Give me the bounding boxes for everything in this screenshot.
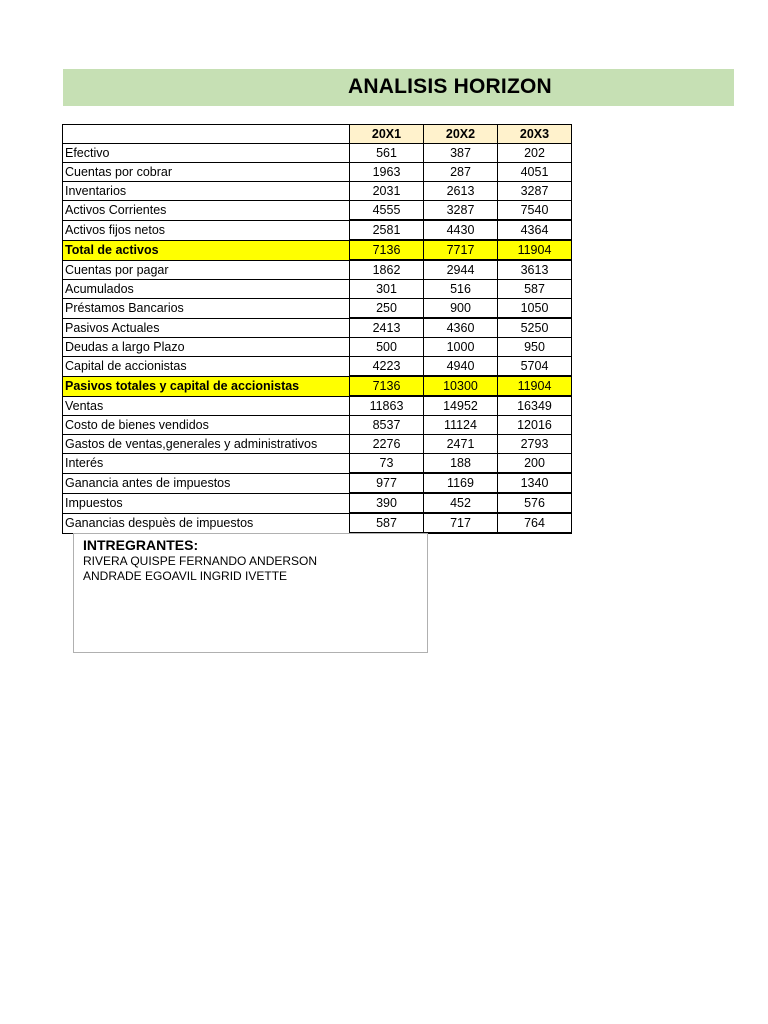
cell-20x1[interactable]: 1862 [350, 260, 424, 280]
cell-20x3[interactable]: 7540 [498, 201, 572, 221]
row-label[interactable]: Pasivos Actuales [63, 318, 350, 338]
cell-20x3[interactable]: 16349 [498, 396, 572, 416]
cell-20x1[interactable]: 390 [350, 493, 424, 513]
cell-20x1[interactable]: 500 [350, 338, 424, 357]
cell-20x2[interactable]: 717 [424, 513, 498, 533]
cell-20x2[interactable]: 4430 [424, 220, 498, 240]
cell-20x3[interactable]: 587 [498, 280, 572, 299]
member-name: RIVERA QUISPE FERNANDO ANDERSON [83, 554, 318, 568]
row-label[interactable]: Costo de bienes vendidos [63, 416, 350, 435]
cell-20x2[interactable]: 900 [424, 299, 498, 319]
row-label[interactable]: Efectivo [63, 144, 350, 163]
cell-20x2[interactable]: 452 [424, 493, 498, 513]
cell-20x2[interactable]: 14952 [424, 396, 498, 416]
table-row [63, 182, 572, 201]
table-row [63, 338, 572, 357]
cell-20x3[interactable]: 5704 [498, 357, 572, 377]
cell-20x1[interactable]: 73 [350, 454, 424, 474]
cell-20x3[interactable]: 202 [498, 144, 572, 163]
cell-20x3[interactable]: 1340 [498, 473, 572, 493]
cell-20x3[interactable]: 11904 [498, 240, 572, 260]
table-row [63, 201, 572, 221]
cell-20x1[interactable]: 2276 [350, 435, 424, 454]
title-banner [63, 69, 734, 106]
table-row [63, 260, 572, 280]
cell-20x2[interactable]: 3287 [424, 201, 498, 221]
table-header-row [63, 125, 572, 144]
cell-20x2[interactable]: 11124 [424, 416, 498, 435]
cell-20x3[interactable]: 1050 [498, 299, 572, 319]
members-heading: INTREGRANTES: [83, 537, 199, 553]
cell-20x1[interactable]: 561 [350, 144, 424, 163]
cell-20x3[interactable]: 4364 [498, 220, 572, 240]
row-label[interactable]: Activos Corrientes [63, 201, 350, 221]
row-label[interactable]: Préstamos Bancarios [63, 299, 350, 319]
table-row [63, 357, 572, 377]
cell-20x3[interactable]: 3287 [498, 182, 572, 201]
table-row [63, 299, 572, 319]
row-label[interactable]: Pasivos totales y capital de accionistas [63, 376, 350, 396]
cell-20x3[interactable]: 950 [498, 338, 572, 357]
cell-20x1[interactable]: 1963 [350, 163, 424, 182]
row-label[interactable]: Gastos de ventas,generales y administrativos [63, 435, 350, 454]
cell-20x1[interactable]: 7136 [350, 376, 424, 396]
cell-20x2[interactable]: 287 [424, 163, 498, 182]
row-label[interactable]: Capital de accionistas [63, 357, 350, 377]
cell-20x1[interactable]: 587 [350, 513, 424, 533]
cell-20x1[interactable]: 977 [350, 473, 424, 493]
column-header-20x2[interactable]: 20X2 [424, 125, 498, 144]
cell-20x2[interactable]: 1169 [424, 473, 498, 493]
cell-20x2[interactable]: 10300 [424, 376, 498, 396]
cell-20x2[interactable]: 188 [424, 454, 498, 474]
header-blank-cell[interactable] [63, 125, 350, 144]
table-row [63, 473, 572, 493]
table-row [63, 493, 572, 513]
cell-20x3[interactable]: 2793 [498, 435, 572, 454]
table-row [63, 280, 572, 299]
row-label[interactable]: Cuentas por cobrar [63, 163, 350, 182]
row-label[interactable]: Ganancia antes de impuestos [63, 473, 350, 493]
cell-20x2[interactable]: 2471 [424, 435, 498, 454]
table-row [63, 144, 572, 163]
table-row [63, 416, 572, 435]
cell-20x3[interactable]: 5250 [498, 318, 572, 338]
row-label[interactable]: Ventas [63, 396, 350, 416]
cell-20x2[interactable]: 516 [424, 280, 498, 299]
table-row-total-liabilities [63, 376, 572, 396]
table-row-total-assets [63, 240, 572, 260]
cell-20x1[interactable]: 301 [350, 280, 424, 299]
cell-20x1[interactable]: 2031 [350, 182, 424, 201]
cell-20x3[interactable]: 4051 [498, 163, 572, 182]
cell-20x2[interactable]: 387 [424, 144, 498, 163]
cell-20x3[interactable]: 12016 [498, 416, 572, 435]
row-label[interactable]: Inventarios [63, 182, 350, 201]
sheet-title: ANALISIS HORIZON [348, 75, 552, 98]
row-label[interactable]: Ganancias despuès de impuestos [63, 513, 350, 533]
cell-20x3[interactable]: 764 [498, 513, 572, 533]
cell-20x1[interactable]: 4555 [350, 201, 424, 221]
table-row [63, 454, 572, 474]
cell-20x3[interactable]: 3613 [498, 260, 572, 280]
table-row [63, 435, 572, 454]
cell-20x1[interactable]: 7136 [350, 240, 424, 260]
cell-20x1[interactable]: 250 [350, 299, 424, 319]
cell-20x3[interactable]: 11904 [498, 376, 572, 396]
cell-20x2[interactable]: 4940 [424, 357, 498, 377]
table-row [63, 163, 572, 182]
cell-20x2[interactable]: 2613 [424, 182, 498, 201]
cell-20x3[interactable]: 200 [498, 454, 572, 474]
cell-20x1[interactable]: 2413 [350, 318, 424, 338]
cell-20x2[interactable]: 1000 [424, 338, 498, 357]
cell-20x2[interactable]: 4360 [424, 318, 498, 338]
member-name: ANDRADE EGOAVIL INGRID IVETTE [83, 569, 288, 583]
cell-20x2[interactable]: 2944 [424, 260, 498, 280]
table-row [63, 220, 572, 240]
row-label[interactable]: Activos fijos netos [63, 220, 350, 240]
cell-20x1[interactable]: 11863 [350, 396, 424, 416]
cell-20x3[interactable]: 576 [498, 493, 572, 513]
row-label[interactable]: Acumulados [63, 280, 350, 299]
cell-20x1[interactable]: 8537 [350, 416, 424, 435]
table-row [63, 318, 572, 338]
column-header-20x3[interactable]: 20X3 [498, 125, 572, 144]
row-label[interactable]: Interés [63, 454, 350, 474]
table-row [63, 513, 572, 533]
table-row [63, 396, 572, 416]
cell-20x2[interactable]: 7717 [424, 240, 498, 260]
column-header-20x1[interactable]: 20X1 [350, 125, 424, 144]
row-label[interactable]: Total de activos [63, 240, 350, 260]
financial-table [62, 124, 572, 534]
row-label[interactable]: Cuentas por pagar [63, 260, 350, 280]
members-text-box[interactable] [73, 533, 428, 653]
cell-20x1[interactable]: 2581 [350, 220, 424, 240]
row-label[interactable]: Impuestos [63, 493, 350, 513]
row-label[interactable]: Deudas a largo Plazo [63, 338, 350, 357]
cell-20x1[interactable]: 4223 [350, 357, 424, 377]
